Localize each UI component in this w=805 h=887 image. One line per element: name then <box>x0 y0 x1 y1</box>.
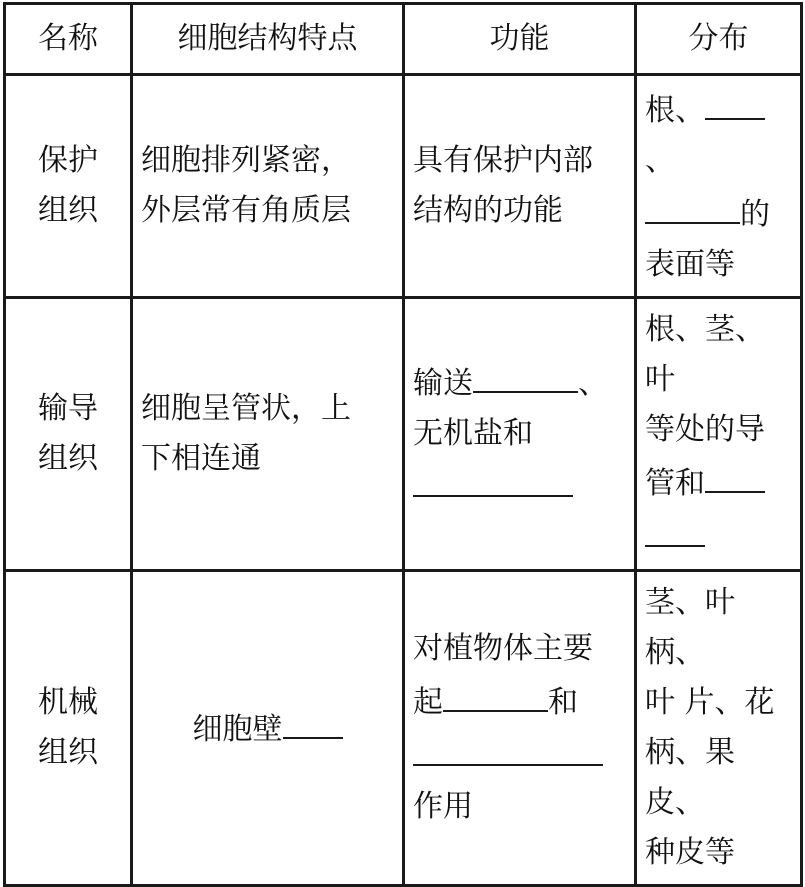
structure-text: 细胞壁 <box>192 712 283 747</box>
answer-blank[interactable] <box>645 509 705 547</box>
distribution-cell <box>636 571 802 886</box>
distribution-text: 茎、叶柄、 <box>645 585 735 670</box>
answer-blank[interactable] <box>283 701 343 739</box>
header-name: 名称 <box>5 4 132 75</box>
table-row <box>5 75 802 298</box>
header-function: 功能 <box>404 4 636 75</box>
distribution-cell <box>636 298 802 571</box>
distribution-text: 表面等 <box>645 247 735 282</box>
function-text: 、 <box>578 366 608 401</box>
distribution-text: 种皮等 <box>645 835 735 870</box>
function-text: 和 <box>548 685 578 720</box>
distribution-text: 等处的导 <box>645 412 765 447</box>
answer-blank[interactable] <box>645 186 740 224</box>
distribution-text: 叶 片、花 <box>645 685 775 720</box>
distribution-cell <box>636 75 802 298</box>
tissue-name-line: 保护 <box>38 143 98 178</box>
tissue-name-line: 机械 <box>38 685 98 720</box>
distribution-text: 根、 <box>645 93 705 128</box>
structure-cell <box>132 298 404 571</box>
answer-blank[interactable] <box>705 455 765 493</box>
structure-line: 下相连通 <box>141 441 261 476</box>
structure-line: 细胞排列紧密， <box>141 143 351 178</box>
function-cell <box>404 298 636 571</box>
function-text: 对植物体主要 <box>413 631 593 666</box>
header-row <box>5 4 802 75</box>
structure-cell <box>132 75 404 298</box>
tissue-name-cell <box>5 571 132 886</box>
header-structure: 细胞结构特点 <box>132 4 404 75</box>
tissue-name-line: 组织 <box>38 735 98 770</box>
answer-blank[interactable] <box>705 82 765 120</box>
function-text: 无机盐和 <box>413 416 533 451</box>
plant-tissue-table <box>3 2 803 887</box>
answer-blank[interactable] <box>473 355 578 393</box>
distribution-text: 的 <box>740 197 770 232</box>
tissue-name-line: 输导 <box>38 391 98 426</box>
function-text: 输送 <box>413 366 473 401</box>
table-row <box>5 571 802 886</box>
tissue-name-cell <box>5 75 132 298</box>
answer-blank[interactable] <box>443 674 548 712</box>
structure-line: 外层常有角质层 <box>141 193 351 228</box>
function-text: 起 <box>413 685 443 720</box>
structure-cell <box>132 571 404 886</box>
tissue-name-cell <box>5 298 132 571</box>
distribution-text: 柄、果皮、 <box>645 735 735 820</box>
function-text: 作用 <box>413 789 473 824</box>
function-cell <box>404 571 636 886</box>
function-line: 结构的功能 <box>413 193 563 228</box>
tissue-name-line: 组织 <box>38 441 98 476</box>
distribution-text: 根、茎、叶 <box>645 312 765 397</box>
answer-blank[interactable] <box>413 459 573 497</box>
structure-line: 细胞呈管状，上 <box>141 391 351 426</box>
tissue-name-line: 组织 <box>38 193 98 228</box>
header-distribution: 分布 <box>636 4 802 75</box>
function-line: 具有保护内部 <box>413 143 593 178</box>
distribution-text: 管和 <box>645 466 705 501</box>
table-row <box>5 298 802 571</box>
answer-blank[interactable] <box>413 728 603 766</box>
distribution-text: 、 <box>645 143 675 178</box>
function-cell <box>404 75 636 298</box>
